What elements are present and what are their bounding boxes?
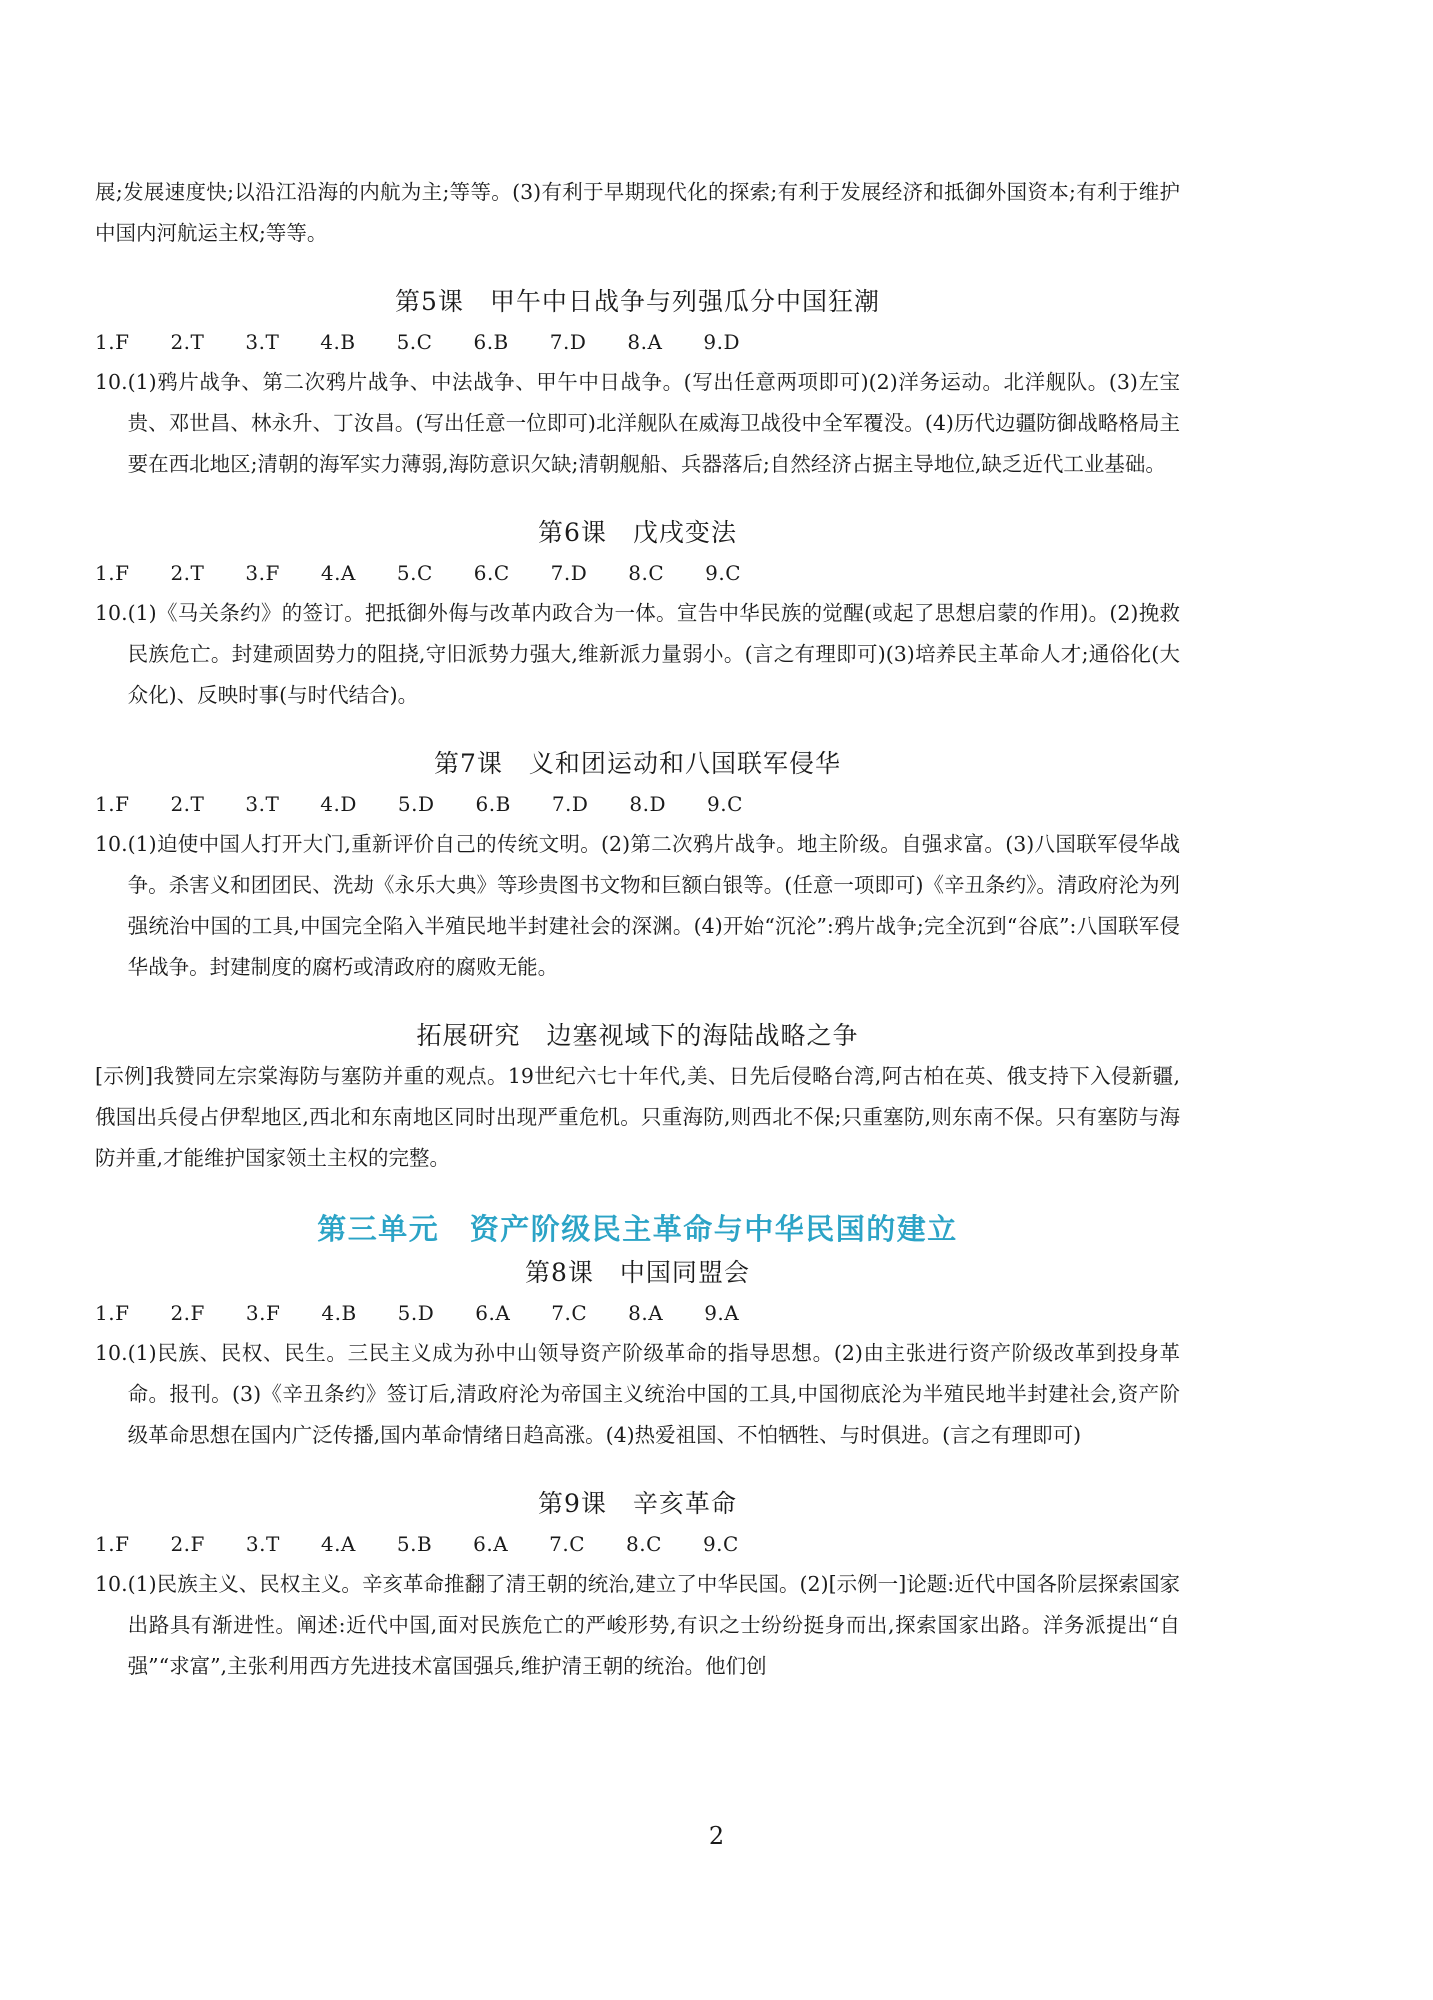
lesson-7-answers: 1.F 2.T 3.T 4.D 5.D 6.B 7.D 8.D 9.C: [95, 792, 743, 816]
answer-page: [95, 170, 1180, 1687]
q10-number: 10.: [95, 1572, 128, 1596]
lesson-5-q10: [95, 362, 1180, 485]
lesson-6-section: [95, 513, 1180, 716]
q10-number: 10.: [95, 601, 128, 625]
q10-number: 10.: [95, 832, 128, 856]
research-title: 拓展研究 边塞视域下的海陆战略之争: [416, 1021, 859, 1050]
q10-number: 10.: [95, 370, 128, 394]
q10-answer: (1)民族主义、民权主义。辛亥革命推翻了清王朝的统治,建立了中华民国。(2)[示例一]论题:近代中国各阶层探索国家出路具有渐进性。阐述:近代中国,面对民族危亡的严峻形势,有识之士纷纷挺身而出,探索国家出路。洋务派提出“自强”“求富”,主张利用西方先进技术富国强兵,维护清王朝的统治。他们创: [127, 1572, 1180, 1678]
q10-answer: (1)迫使中国人打开大门,重新评价自己的传统文明。(2)第二次鸦片战争。地主阶级。自强求富。(3)八国联军侵华战争。杀害义和团团民、洗劫《永乐大典》等珍贵图书文物和巨额白银等。(任意一项即可)《辛丑条约》。清政府沦为列强统治中国的工具,中国完全陷入半殖民地半封建社会的深渊。(4)开始“沉沦”:鸦片战争;完全沉到“谷底”:八国联军侵华战争。封建制度的腐朽或清政府的腐败无能。: [127, 832, 1180, 979]
q10-number: 10.: [95, 1341, 128, 1365]
q10-answer: (1)鸦片战争、第二次鸦片战争、中法战争、甲午中日战争。(写出任意两项即可)(2)洋务运动。北洋舰队。(3)左宝贵、邓世昌、林永升、丁汝昌。(写出任意一位即可)北洋舰队在威海卫战役中全军覆没。(4)历代边疆防御战略格局主要在西北地区;清朝的海军实力薄弱,海防意识欠缺;清朝舰船、兵器落后;自然经济占据主导地位,缺乏近代工业基础。: [127, 370, 1180, 476]
lesson-6-answers: 1.F 2.T 3.F 4.A 5.C 6.C 7.D 8.C 9.C: [95, 561, 742, 585]
lesson-5-title: 第5课 甲午中日战争与列强瓜分中国狂潮: [395, 287, 880, 316]
research-paragraph: [示例]我赞同左宗棠海防与塞防并重的观点。19世纪六七十年代,美、日先后侵略台湾,阿古柏在英、俄支持下入侵新疆,俄国出兵侵占伊犁地区,西北和东南地区同时出现严重危机。只重海防,则西北不保;只重塞防,则东南不保。只有塞防与海防并重,才能维护国家领土主权的完整。: [95, 1064, 1180, 1170]
lesson-5-section: [95, 282, 1180, 485]
intro-paragraph: 展;发展速度快;以沿江沿海的内航为主;等等。(3)有利于早期现代化的探索;有利于发展经济和抵御外国资本;有利于维护中国内河航运主权;等等。: [95, 180, 1180, 245]
q10-answer: (1)民族、民权、民生。三民主义成为孙中山领导资产阶级革命的指导思想。(2)由主张进行资产阶级改革到投身革命。报刊。(3)《辛丑条约》签订后,清政府沦为帝国主义统治中国的工具,中国彻底沦为半殖民地半封建社会,资产阶级革命思想在国内广泛传播,国内革命情绪日趋高涨。(4)热爱祖国、不怕牺牲、与时俱进。(言之有理即可): [127, 1341, 1180, 1447]
lesson-7-title: 第7课 义和团运动和八国联军侵华: [434, 749, 841, 778]
lesson-8-section: [95, 1253, 1180, 1456]
lesson-8-q10: [95, 1333, 1180, 1456]
lesson-9-answers: 1.F 2.F 3.T 4.A 5.B 6.A 7.C 8.C 9.C: [95, 1532, 739, 1556]
unit-3-title: 第三单元 资产阶级民主革命与中华民国的建立: [317, 1212, 958, 1246]
lesson-8-answers: 1.F 2.F 3.F 4.B 5.D 6.A 7.C 8.A 9.A: [95, 1301, 740, 1325]
lesson-7-section: [95, 744, 1180, 988]
lesson-9-q10: [95, 1564, 1180, 1687]
lesson-6-title: 第6课 戊戌变法: [538, 518, 737, 547]
q10-answer: (1)《马关条约》的签订。把抵御外侮与改革内政合为一体。宣告中华民族的觉醒(或起了思想启蒙的作用)。(2)挽救民族危亡。封建顽固势力的阻挠,守旧派势力强大,维新派力量弱小。(言之有理即可)(3)培养民主革命人才;通俗化(大众化)、反映时事(与时代结合)。: [127, 601, 1180, 707]
lesson-9-title: 第9课 辛亥革命: [538, 1489, 737, 1518]
lesson-7-q10: [95, 824, 1180, 988]
lesson-6-q10: [95, 593, 1180, 716]
lesson-8-title: 第8课 中国同盟会: [525, 1258, 750, 1287]
lesson-9-section: [95, 1484, 1180, 1687]
page-number: 2: [708, 1822, 725, 1850]
lesson-5-answers: 1.F 2.T 3.T 4.B 5.C 6.B 7.D 8.A 9.D: [95, 330, 741, 354]
unit-3-section: [95, 1207, 1180, 1456]
research-section: [95, 1016, 1180, 1179]
